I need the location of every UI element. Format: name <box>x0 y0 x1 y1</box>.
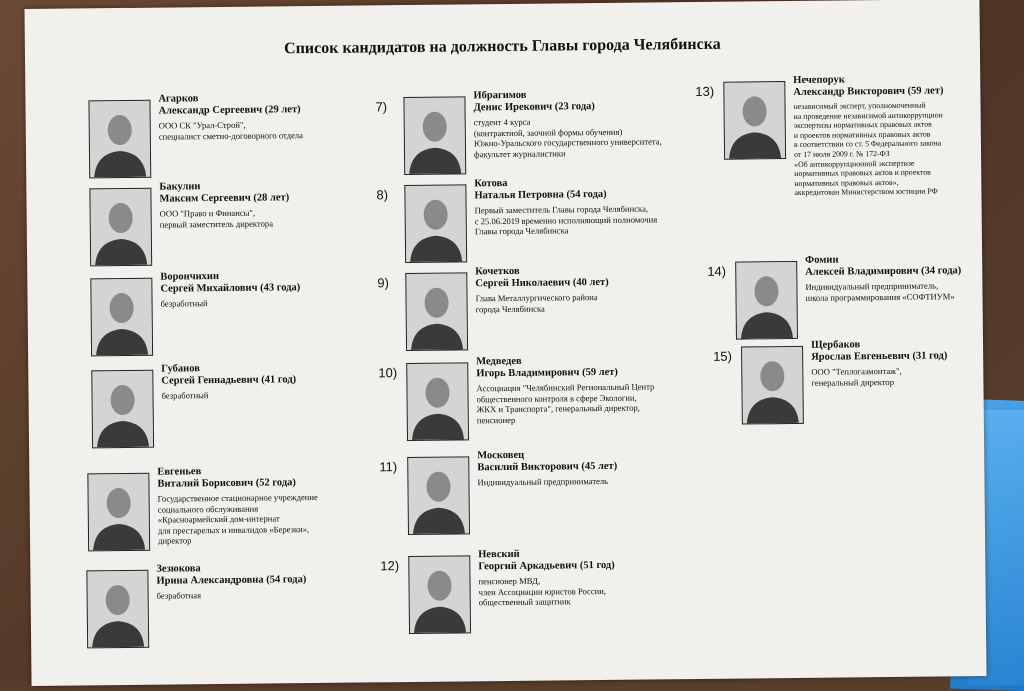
candidate-photo <box>407 456 470 535</box>
candidate-description: независимый эксперт, уполномоченный на проведение независимой антикоррупцион экспертизы нормативных правовых актов и проектов нормативных правовых актов в соответствии со ст. 5 Федерального закона от 17 июля 2009 г. № 172-ФЗ «Об антикоррупционной экспертизе нормативных правовых актов и проектов нормативных правовых актов», аккредитован Министерством юстиции РФ <box>793 100 943 198</box>
candidate-name: Сергей Геннадьевич (41 год) <box>161 374 297 387</box>
candidate-info <box>478 547 694 608</box>
candidate-photo <box>723 81 786 160</box>
candidate-info <box>160 269 375 309</box>
candidate-description: пенсионер МВД, член Ассоциации юристов России, общественный защитник <box>478 575 607 608</box>
candidate-info <box>161 361 376 401</box>
candidate-surname: Евгеньев <box>157 466 202 478</box>
candidate-number: 9) <box>377 275 390 291</box>
candidate-surname: Зезюкова <box>156 563 201 575</box>
candidate-surname: Невский <box>478 548 520 561</box>
candidate-description: ООО "Право и Финансы", первый заместитель директора <box>159 207 274 230</box>
candidate-surname: Кочетков <box>475 265 520 278</box>
candidate-name: Ирина Александровна (54 года) <box>156 574 307 587</box>
candidate-photo <box>404 184 467 263</box>
candidate-name: Денис Ирекович (23 года) <box>473 101 595 114</box>
candidate-description: Глава Металлургического района города Челябинска <box>475 292 598 314</box>
candidate-surname: Щербаков <box>810 339 861 351</box>
candidate-photo <box>403 96 466 175</box>
candidate-number: 13) <box>695 83 715 99</box>
candidate-info <box>473 88 689 159</box>
candidate-name: Ярослав Евгеньевич (31 год) <box>811 350 948 363</box>
candidate-description: ООО "Теплогазмонтаж", генеральный директор <box>811 365 902 388</box>
candidate-surname: Ворончихин <box>160 270 220 283</box>
candidate-name: Сергей Николаевич (40 лет) <box>475 276 609 290</box>
candidate-info <box>805 253 1020 303</box>
candidate-surname: Московец <box>477 449 525 462</box>
candidate-description: безработный <box>161 390 209 401</box>
candidate-surname: Нечепорук <box>793 74 845 86</box>
candidate-description: Государственное стационарное учреждение социального обслуживания «Красноармейский дом-интернат для престарелых и инвалидов «Березки», директор <box>157 491 318 546</box>
candidate-info <box>156 561 371 601</box>
candidate-number: 15) <box>713 348 733 364</box>
candidate-surname: Агарков <box>158 93 199 105</box>
candidate-description: ООО СК "Урал-Строй", специалист сметно-договорного отдела <box>158 119 304 142</box>
candidate-photo <box>86 570 149 649</box>
candidate-photo <box>735 261 798 340</box>
candidate-number: 12) <box>380 558 400 574</box>
candidate-photo <box>90 278 153 357</box>
candidate-name: Игорь Владимирович (59 лет) <box>476 366 618 380</box>
candidate-info <box>474 176 690 237</box>
candidate-number: 14) <box>707 263 727 279</box>
candidate-name: Наталья Петровна (54 года) <box>474 188 607 202</box>
candidate-name: Василий Викторович (45 лет) <box>477 460 618 474</box>
candidate-number: 7) <box>375 99 388 115</box>
candidate-info <box>158 91 373 141</box>
candidate-description: безработная <box>156 590 202 601</box>
candidate-info <box>811 338 1024 388</box>
candidate-description: безработный <box>160 298 208 309</box>
candidate-surname: Ибрагимов <box>473 89 527 102</box>
candidate-name: Александр Сергеевич (29 лет) <box>158 104 301 117</box>
candidate-surname: Бакулин <box>159 181 201 193</box>
candidate-name: Георгий Аркадьевич (51 год) <box>478 559 615 573</box>
candidate-photo <box>89 188 152 267</box>
candidate-photo <box>88 100 151 179</box>
candidate-surname: Фомин <box>805 254 839 266</box>
candidate-photo <box>408 555 471 634</box>
candidate-name: Виталий Борисович (52 года) <box>157 477 296 490</box>
candidate-photo <box>91 370 154 449</box>
candidate-surname: Медведев <box>476 355 522 368</box>
candidate-number: 11) <box>379 459 398 475</box>
candidate-name: Сергей Михайлович (43 года) <box>160 282 301 295</box>
candidate-surname: Губанов <box>161 363 200 375</box>
candidate-info <box>475 264 690 314</box>
candidate-photo <box>406 362 469 441</box>
candidate-name: Алексей Владимирович (34 года) <box>805 265 962 278</box>
candidate-surname: Котова <box>474 177 508 190</box>
candidate-name: Александр Викторович (59 лет) <box>793 85 944 98</box>
candidate-number: 10) <box>378 365 398 381</box>
candidate-info <box>157 464 373 546</box>
candidate-photo <box>87 473 150 552</box>
page-title: Список кандидатов на должность Главы города Челябинска <box>284 35 721 58</box>
candidate-info <box>476 354 692 425</box>
candidate-photo <box>405 272 468 351</box>
candidate-description: Первый заместитель Главы города Челябинска, с 25.06.2019 временно исполняющий полномочия Главы города Челябинска <box>474 203 658 237</box>
candidate-list-sheet <box>24 0 986 686</box>
candidate-description: Индивидуальный предприниматель <box>477 475 609 488</box>
candidate-description: студент 4 курса (контрактной, заочной формы обучения) Южно-Уральского государственного университета, факультет журналистики <box>473 116 662 159</box>
candidate-number: 8) <box>376 187 389 203</box>
candidate-info <box>159 179 374 229</box>
candidate-info <box>477 448 692 488</box>
candidate-info <box>793 73 994 198</box>
candidate-description: Индивидуальный предприниматель, школа программирования «СОФТИУМ» <box>805 280 955 303</box>
candidate-photo <box>741 346 804 425</box>
candidate-name: Максим Сергеевич (28 лет) <box>159 192 290 205</box>
candidate-description: Ассоциация "Челябинский Региональный Центр общественного контроля в сфере Экологии, ЖКХ и Транспорта", генеральный директор, пенсионер <box>476 381 655 425</box>
